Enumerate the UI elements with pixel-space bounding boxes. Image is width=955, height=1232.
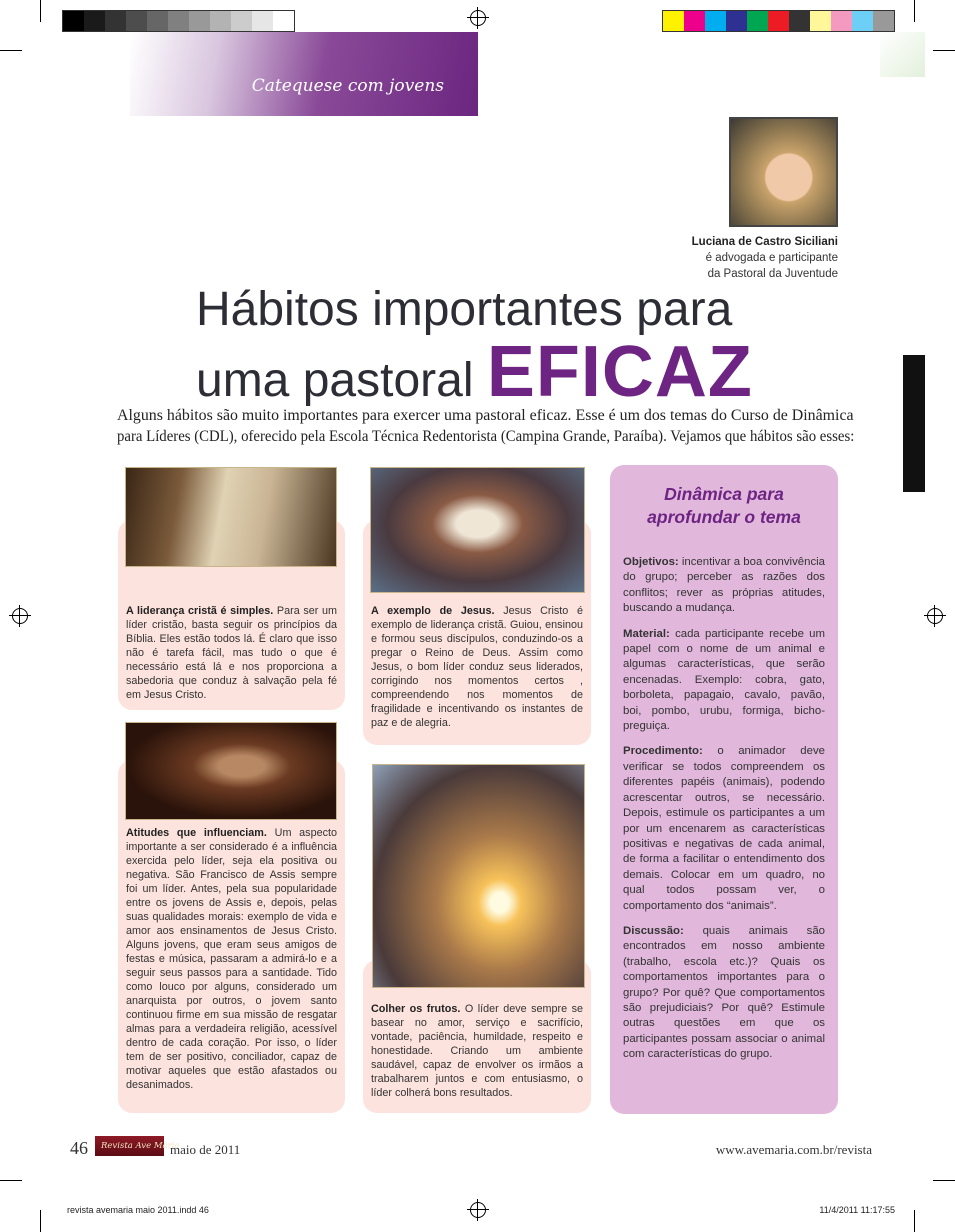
color-swatch	[126, 11, 147, 31]
registration-mark-icon	[470, 1202, 486, 1218]
author-photo	[729, 117, 838, 227]
color-bar	[662, 10, 895, 32]
card-body: Jesus Cristo é exemplo de liderança cristã. Guiou, ensinou e formou seus discípulos, conduzindo-os a pregar o Reino de Deus. Assim como Jesus, o bom líder conduz seus liderados, corrigindo nos momentos certos , compreendendo nos momentos de fragilidade e incentivando os instantes de paz e de alegria.	[371, 605, 583, 729]
registration-mark-icon	[927, 608, 943, 624]
color-swatch	[273, 11, 294, 31]
card-body: O líder deve sempre se basear no amor, serviço e sacrifício, vontade, paciência, humildade, respeito e honestidade. Criando um ambiente saudável, capaz de envolver os irmãos a trabalharem juntos e com entusiasmo, o líder colherá bons resultados.	[371, 1003, 583, 1099]
sidebar-box	[610, 465, 838, 1114]
intro-line: Alguns hábitos são muito importantes para exercer uma pastoral eficaz. Esse é um dos temas do Curso de Dinâmica	[117, 407, 854, 424]
color-swatch	[726, 11, 747, 31]
color-swatch	[810, 11, 831, 31]
print-timestamp: 11/4/2011 11:17:55	[819, 1205, 895, 1215]
card-heading: Colher os frutos.	[371, 1003, 461, 1015]
title-line: Hábitos importantes para	[196, 283, 733, 336]
color-swatch	[189, 11, 210, 31]
title-emphasis: EFICAZ	[486, 332, 753, 412]
sidebar-section: Procedimento: o animador deve verificar se todos compreendem os diferentes papéis (animais), podendo acrescentar outros, se necessário. Depois, estimule os participantes a um por um encenarem as características positivas e negativas de cada animal, de forma a facilitar o entendimento dos demais. Colocar em um quadro, no qual todos possam ver, o comportamento dos “animais”.	[623, 745, 825, 912]
color-swatch	[63, 11, 84, 31]
intro-line: para Líderes (CDL), oferecido pela Escola Técnica Redentorista (Campina Grande, Paraíba). Vejamos que hábitos são esses:	[117, 428, 855, 445]
color-swatch	[789, 11, 810, 31]
author-name: Luciana de Castro Siciliani	[691, 236, 838, 248]
color-swatch	[768, 11, 789, 31]
sidebar-section: Material: cada participante recebe um papel com o nome de um animal e algumas características, que serão encenadas. Exemplo: cobra, gato, borboleta, papagaio, cavalo, pavão, boi, pombo, urubu, formiga, bicho-preguiça.	[623, 627, 825, 733]
title-line: uma pastoral	[196, 354, 487, 407]
color-swatch	[210, 11, 231, 31]
color-swatch	[873, 11, 894, 31]
crop-mark	[40, 0, 41, 22]
crop-mark	[914, 0, 915, 22]
color-swatch	[168, 11, 189, 31]
color-swatch	[747, 11, 768, 31]
color-swatch	[705, 11, 726, 31]
crop-mark	[0, 1180, 22, 1181]
card-heading: Atitudes que influenciam.	[126, 827, 267, 839]
card-body: Para ser um líder cristão, basta seguir os princípios da Bíblia. Eles estão todos lá. É claro que isso não é tarefa fácil, mas tudo o que é necessário está lá e nos proporciona a sabedoria que conduz à salvação pela fé em Jesus Cristo.	[126, 605, 337, 701]
card-heading: A liderança cristã é simples.	[126, 605, 274, 617]
crop-mark	[40, 1210, 41, 1232]
color-swatch	[105, 11, 126, 31]
crop-mark	[0, 50, 22, 51]
registration-mark-icon	[470, 10, 486, 26]
color-swatch	[252, 11, 273, 31]
jesus-image	[370, 467, 585, 593]
bible-image	[125, 467, 337, 567]
section-label: Catequese com jovens	[251, 76, 444, 96]
color-swatch	[831, 11, 852, 31]
card-heading: A exemplo de Jesus.	[371, 605, 495, 617]
website-url: www.avemaria.com.br/revista	[715, 1142, 872, 1157]
author-bio: é advogada e participante	[705, 252, 838, 264]
color-swatch	[852, 11, 873, 31]
author-bio: da Pastoral da Juventude	[707, 268, 838, 280]
file-slug: revista avemaria maio 2011.indd 46	[67, 1205, 209, 1215]
jumping-youth-image	[372, 764, 585, 988]
saint-francis-image	[125, 722, 337, 820]
page-tab-bar	[903, 355, 925, 492]
color-swatch	[147, 11, 168, 31]
color-swatch	[84, 11, 105, 31]
grayscale-bar	[62, 10, 295, 32]
sidebar-section: Objetivos: incentivar a boa convivência do grupo; perceber as razões dos conflitos; rever as próprias atitudes, buscando a mudança.	[623, 556, 825, 615]
sidebar-title: Dinâmica para aprofundar o tema	[647, 484, 801, 527]
issue-date: maio de 2011	[170, 1142, 241, 1157]
crop-mark	[933, 50, 955, 51]
sidebar-section: Discussão: quais animais são encontrados em nosso ambiente (trabalho, escola etc.)? Quais os comportamentos importantes para o grupo? Por quê? Que comportamentos são prejudiciais? Por quê? Estimule outras questões em que os participantes possam associar o animal com características do grupo.	[623, 924, 825, 1061]
magazine-logo: Revista Ave Maria	[95, 1136, 164, 1156]
registration-mark-icon	[12, 608, 28, 624]
corner-decoration	[880, 32, 925, 77]
page-number: 46	[70, 1138, 88, 1158]
page-title	[196, 282, 753, 412]
intro-paragraph	[117, 405, 854, 447]
color-swatch	[231, 11, 252, 31]
section-banner	[130, 32, 478, 116]
author-byline	[692, 234, 838, 282]
crop-mark	[933, 1180, 955, 1181]
color-swatch	[663, 11, 684, 31]
color-swatch	[684, 11, 705, 31]
crop-mark	[914, 1210, 915, 1232]
card-body: Um aspecto importante a ser considerado é a influência exercida pelo líder, seja ela positiva ou negativa. São Francisco de Assis sempre foi um líder. Antes, pela sua popularidade entre os jovens de Assis e, depois, pelas suas qualidades morais: exemplo de vida e amor aos ensinamentos de Jesus Cristo. Alguns jovens, que eram seus amigos de festas e música, passaram a admirá-lo e a seguir seus passos para a santidade. Tido como louco por alguns, considerado um anarquista por outros, o jovem santo continuou firme em sua missão de resgatar almas para a verdadeira religião, acessível dentro de cada coração. Por isso, o líder tem de ser positivo, conciliador, capaz de motivar aqueles que estão afastados ou desanimados.	[126, 827, 337, 1091]
